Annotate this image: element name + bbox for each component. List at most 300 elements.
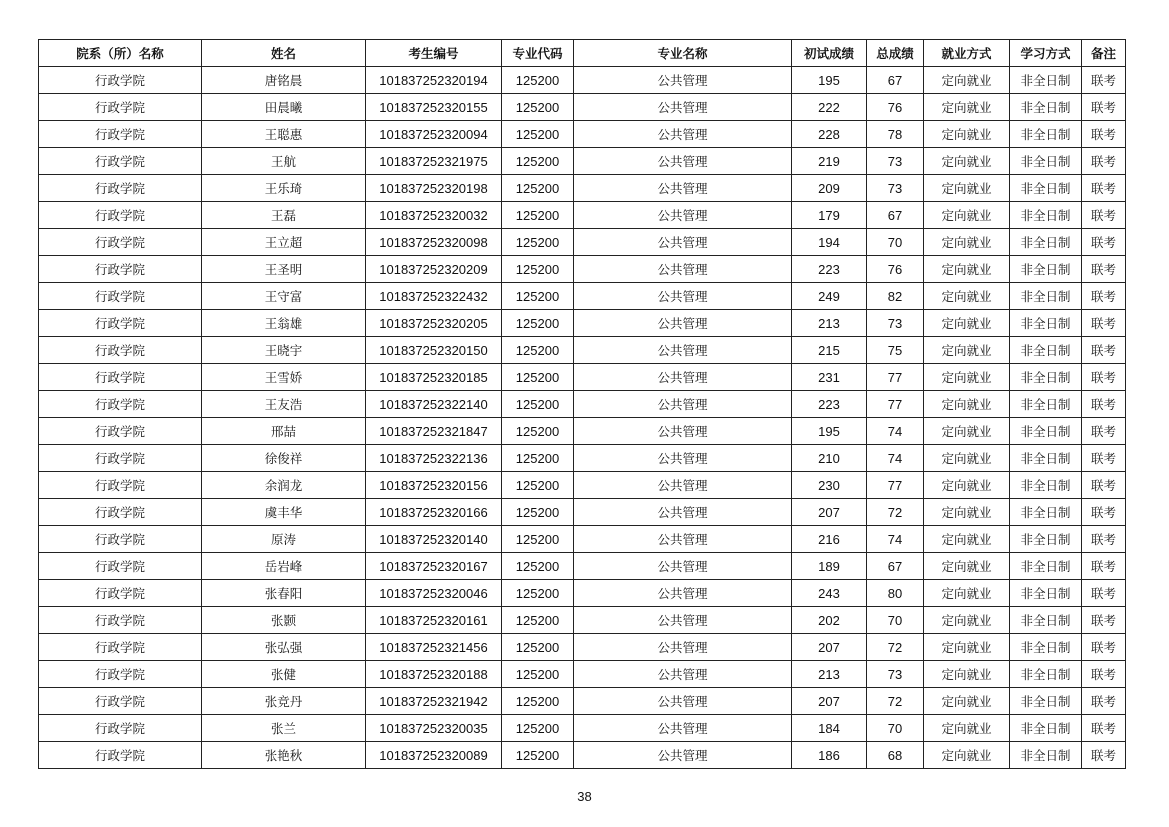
cell-name: 徐俊祥: [202, 445, 366, 472]
cell-total-score: 68: [867, 742, 924, 769]
cell-major-name: 公共管理: [574, 634, 792, 661]
header-major-name: 专业名称: [574, 40, 792, 67]
cell-study-mode: 非全日制: [1010, 553, 1082, 580]
cell-name: 王守富: [202, 283, 366, 310]
cell-employment-type: 定向就业: [924, 553, 1010, 580]
cell-candidate-id: 101837252320205: [366, 310, 502, 337]
cell-study-mode: 非全日制: [1010, 94, 1082, 121]
table-row: [39, 688, 1126, 715]
cell-remarks: 联考: [1082, 364, 1126, 391]
cell-major-code: 125200: [502, 580, 574, 607]
cell-study-mode: 非全日制: [1010, 364, 1082, 391]
cell-study-mode: 非全日制: [1010, 337, 1082, 364]
cell-total-score: 80: [867, 580, 924, 607]
table-row: [39, 148, 1126, 175]
table-row: [39, 310, 1126, 337]
cell-major-code: 125200: [502, 391, 574, 418]
cell-study-mode: 非全日制: [1010, 256, 1082, 283]
cell-employment-type: 定向就业: [924, 229, 1010, 256]
cell-total-score: 74: [867, 526, 924, 553]
cell-major-name: 公共管理: [574, 715, 792, 742]
cell-major-code: 125200: [502, 742, 574, 769]
cell-major-name: 公共管理: [574, 607, 792, 634]
cell-major-name: 公共管理: [574, 526, 792, 553]
cell-major-code: 125200: [502, 634, 574, 661]
cell-department: 行政学院: [39, 229, 202, 256]
header-study-mode: 学习方式: [1010, 40, 1082, 67]
cell-department: 行政学院: [39, 256, 202, 283]
cell-candidate-id: 101837252320161: [366, 607, 502, 634]
cell-total-score: 67: [867, 67, 924, 94]
cell-remarks: 联考: [1082, 580, 1126, 607]
header-major-code: 专业代码: [502, 40, 574, 67]
table-row: [39, 526, 1126, 553]
cell-name: 张颢: [202, 607, 366, 634]
cell-employment-type: 定向就业: [924, 121, 1010, 148]
cell-major-code: 125200: [502, 202, 574, 229]
cell-remarks: 联考: [1082, 229, 1126, 256]
cell-major-name: 公共管理: [574, 337, 792, 364]
cell-initial-score: 213: [792, 310, 867, 337]
cell-candidate-id: 101837252320032: [366, 202, 502, 229]
cell-candidate-id: 101837252322432: [366, 283, 502, 310]
cell-major-code: 125200: [502, 499, 574, 526]
cell-name: 虞丰华: [202, 499, 366, 526]
cell-study-mode: 非全日制: [1010, 391, 1082, 418]
cell-department: 行政学院: [39, 391, 202, 418]
cell-initial-score: 210: [792, 445, 867, 472]
cell-major-name: 公共管理: [574, 121, 792, 148]
table-row: [39, 553, 1126, 580]
header-initial-score: 初试成绩: [792, 40, 867, 67]
cell-total-score: 75: [867, 337, 924, 364]
table-row: [39, 715, 1126, 742]
cell-initial-score: 222: [792, 94, 867, 121]
table-row: [39, 391, 1126, 418]
cell-major-code: 125200: [502, 445, 574, 472]
cell-employment-type: 定向就业: [924, 310, 1010, 337]
cell-candidate-id: 101837252321456: [366, 634, 502, 661]
cell-remarks: 联考: [1082, 391, 1126, 418]
table-row: [39, 337, 1126, 364]
cell-department: 行政学院: [39, 445, 202, 472]
cell-initial-score: 209: [792, 175, 867, 202]
header-employment-type: 就业方式: [924, 40, 1010, 67]
table-row: [39, 121, 1126, 148]
cell-name: 邢喆: [202, 418, 366, 445]
cell-study-mode: 非全日制: [1010, 580, 1082, 607]
cell-employment-type: 定向就业: [924, 175, 1010, 202]
cell-initial-score: 189: [792, 553, 867, 580]
cell-initial-score: 179: [792, 202, 867, 229]
header-name: 姓名: [202, 40, 366, 67]
cell-department: 行政学院: [39, 742, 202, 769]
cell-department: 行政学院: [39, 283, 202, 310]
cell-name: 王晓宇: [202, 337, 366, 364]
header-candidate-id: 考生编号: [366, 40, 502, 67]
header-remarks: 备注: [1082, 40, 1126, 67]
cell-total-score: 70: [867, 229, 924, 256]
table-row: [39, 94, 1126, 121]
table-row: [39, 418, 1126, 445]
cell-employment-type: 定向就业: [924, 364, 1010, 391]
table-row: [39, 256, 1126, 283]
cell-major-name: 公共管理: [574, 580, 792, 607]
cell-initial-score: 228: [792, 121, 867, 148]
cell-candidate-id: 101837252320209: [366, 256, 502, 283]
cell-candidate-id: 101837252320155: [366, 94, 502, 121]
cell-study-mode: 非全日制: [1010, 526, 1082, 553]
cell-department: 行政学院: [39, 148, 202, 175]
cell-remarks: 联考: [1082, 202, 1126, 229]
cell-name: 岳岩峰: [202, 553, 366, 580]
cell-remarks: 联考: [1082, 67, 1126, 94]
cell-major-code: 125200: [502, 661, 574, 688]
cell-initial-score: 231: [792, 364, 867, 391]
cell-employment-type: 定向就业: [924, 256, 1010, 283]
cell-candidate-id: 101837252320185: [366, 364, 502, 391]
cell-major-name: 公共管理: [574, 94, 792, 121]
cell-department: 行政学院: [39, 94, 202, 121]
cell-major-code: 125200: [502, 283, 574, 310]
cell-major-code: 125200: [502, 229, 574, 256]
cell-candidate-id: 101837252320150: [366, 337, 502, 364]
cell-name: 王雪娇: [202, 364, 366, 391]
cell-department: 行政学院: [39, 364, 202, 391]
cell-initial-score: 230: [792, 472, 867, 499]
table-row: [39, 364, 1126, 391]
cell-initial-score: 207: [792, 634, 867, 661]
table-row: [39, 283, 1126, 310]
cell-remarks: 联考: [1082, 742, 1126, 769]
cell-major-name: 公共管理: [574, 418, 792, 445]
cell-employment-type: 定向就业: [924, 688, 1010, 715]
cell-initial-score: 213: [792, 661, 867, 688]
cell-department: 行政学院: [39, 526, 202, 553]
cell-initial-score: 194: [792, 229, 867, 256]
cell-department: 行政学院: [39, 310, 202, 337]
cell-study-mode: 非全日制: [1010, 472, 1082, 499]
cell-study-mode: 非全日制: [1010, 202, 1082, 229]
cell-major-name: 公共管理: [574, 553, 792, 580]
table-header: [39, 40, 1126, 67]
cell-major-name: 公共管理: [574, 661, 792, 688]
cell-employment-type: 定向就业: [924, 391, 1010, 418]
cell-employment-type: 定向就业: [924, 607, 1010, 634]
cell-initial-score: 207: [792, 499, 867, 526]
cell-name: 张健: [202, 661, 366, 688]
cell-major-code: 125200: [502, 67, 574, 94]
cell-department: 行政学院: [39, 418, 202, 445]
cell-candidate-id: 101837252320035: [366, 715, 502, 742]
cell-major-name: 公共管理: [574, 472, 792, 499]
cell-study-mode: 非全日制: [1010, 688, 1082, 715]
table-row: [39, 742, 1126, 769]
cell-name: 余润龙: [202, 472, 366, 499]
cell-candidate-id: 101837252321975: [366, 148, 502, 175]
cell-study-mode: 非全日制: [1010, 715, 1082, 742]
cell-total-score: 72: [867, 499, 924, 526]
cell-candidate-id: 101837252320188: [366, 661, 502, 688]
table-row: [39, 580, 1126, 607]
cell-remarks: 联考: [1082, 148, 1126, 175]
cell-major-name: 公共管理: [574, 67, 792, 94]
cell-study-mode: 非全日制: [1010, 67, 1082, 94]
cell-initial-score: 223: [792, 391, 867, 418]
cell-name: 张春阳: [202, 580, 366, 607]
header-row: [39, 40, 1126, 67]
cell-name: 王聪惠: [202, 121, 366, 148]
cell-remarks: 联考: [1082, 553, 1126, 580]
cell-name: 张弘强: [202, 634, 366, 661]
cell-name: 王友浩: [202, 391, 366, 418]
cell-candidate-id: 101837252320166: [366, 499, 502, 526]
cell-initial-score: 215: [792, 337, 867, 364]
cell-department: 行政学院: [39, 580, 202, 607]
cell-candidate-id: 101837252320167: [366, 553, 502, 580]
table-row: [39, 661, 1126, 688]
cell-study-mode: 非全日制: [1010, 445, 1082, 472]
cell-department: 行政学院: [39, 499, 202, 526]
cell-total-score: 73: [867, 175, 924, 202]
cell-major-name: 公共管理: [574, 310, 792, 337]
cell-total-score: 77: [867, 364, 924, 391]
table-row: [39, 202, 1126, 229]
cell-employment-type: 定向就业: [924, 418, 1010, 445]
cell-total-score: 72: [867, 688, 924, 715]
cell-employment-type: 定向就业: [924, 634, 1010, 661]
cell-total-score: 82: [867, 283, 924, 310]
cell-total-score: 78: [867, 121, 924, 148]
cell-major-name: 公共管理: [574, 445, 792, 472]
cell-employment-type: 定向就业: [924, 472, 1010, 499]
cell-study-mode: 非全日制: [1010, 607, 1082, 634]
cell-name: 张竞丹: [202, 688, 366, 715]
cell-remarks: 联考: [1082, 634, 1126, 661]
cell-department: 行政学院: [39, 67, 202, 94]
cell-candidate-id: 101837252320156: [366, 472, 502, 499]
cell-major-code: 125200: [502, 310, 574, 337]
cell-employment-type: 定向就业: [924, 445, 1010, 472]
cell-employment-type: 定向就业: [924, 742, 1010, 769]
cell-major-code: 125200: [502, 553, 574, 580]
cell-remarks: 联考: [1082, 688, 1126, 715]
cell-department: 行政学院: [39, 472, 202, 499]
cell-remarks: 联考: [1082, 94, 1126, 121]
cell-study-mode: 非全日制: [1010, 661, 1082, 688]
table-row: [39, 607, 1126, 634]
cell-study-mode: 非全日制: [1010, 121, 1082, 148]
cell-study-mode: 非全日制: [1010, 418, 1082, 445]
header-total-score: 总成绩: [867, 40, 924, 67]
cell-department: 行政学院: [39, 337, 202, 364]
cell-study-mode: 非全日制: [1010, 742, 1082, 769]
cell-department: 行政学院: [39, 688, 202, 715]
cell-remarks: 联考: [1082, 472, 1126, 499]
cell-employment-type: 定向就业: [924, 202, 1010, 229]
table-row: [39, 499, 1126, 526]
cell-candidate-id: 101837252320194: [366, 67, 502, 94]
cell-major-code: 125200: [502, 364, 574, 391]
table-row: [39, 67, 1126, 94]
cell-candidate-id: 101837252320046: [366, 580, 502, 607]
cell-total-score: 76: [867, 256, 924, 283]
table-row: [39, 229, 1126, 256]
cell-remarks: 联考: [1082, 526, 1126, 553]
cell-department: 行政学院: [39, 715, 202, 742]
cell-major-name: 公共管理: [574, 283, 792, 310]
cell-major-code: 125200: [502, 337, 574, 364]
cell-major-name: 公共管理: [574, 202, 792, 229]
cell-total-score: 73: [867, 310, 924, 337]
cell-study-mode: 非全日制: [1010, 229, 1082, 256]
cell-name: 王立超: [202, 229, 366, 256]
cell-major-code: 125200: [502, 526, 574, 553]
table-row: [39, 445, 1126, 472]
cell-remarks: 联考: [1082, 661, 1126, 688]
cell-employment-type: 定向就业: [924, 526, 1010, 553]
cell-remarks: 联考: [1082, 310, 1126, 337]
cell-initial-score: 207: [792, 688, 867, 715]
cell-name: 张兰: [202, 715, 366, 742]
cell-employment-type: 定向就业: [924, 337, 1010, 364]
cell-remarks: 联考: [1082, 283, 1126, 310]
cell-employment-type: 定向就业: [924, 580, 1010, 607]
cell-major-name: 公共管理: [574, 688, 792, 715]
cell-name: 王磊: [202, 202, 366, 229]
cell-employment-type: 定向就业: [924, 283, 1010, 310]
cell-major-name: 公共管理: [574, 364, 792, 391]
cell-candidate-id: 101837252320140: [366, 526, 502, 553]
cell-total-score: 67: [867, 202, 924, 229]
cell-department: 行政学院: [39, 634, 202, 661]
cell-major-name: 公共管理: [574, 499, 792, 526]
cell-major-code: 125200: [502, 472, 574, 499]
table-row: [39, 472, 1126, 499]
cell-candidate-id: 101837252320089: [366, 742, 502, 769]
cell-major-name: 公共管理: [574, 742, 792, 769]
cell-name: 王航: [202, 148, 366, 175]
cell-remarks: 联考: [1082, 418, 1126, 445]
cell-remarks: 联考: [1082, 445, 1126, 472]
cell-major-code: 125200: [502, 688, 574, 715]
cell-candidate-id: 101837252320094: [366, 121, 502, 148]
cell-study-mode: 非全日制: [1010, 175, 1082, 202]
cell-major-name: 公共管理: [574, 256, 792, 283]
page-number: 38: [577, 789, 592, 804]
cell-major-code: 125200: [502, 256, 574, 283]
cell-department: 行政学院: [39, 121, 202, 148]
cell-name: 王圣明: [202, 256, 366, 283]
cell-total-score: 73: [867, 661, 924, 688]
cell-remarks: 联考: [1082, 175, 1126, 202]
cell-major-name: 公共管理: [574, 148, 792, 175]
header-department: 院系（所）名称: [39, 40, 202, 67]
cell-remarks: 联考: [1082, 715, 1126, 742]
cell-candidate-id: 101837252320098: [366, 229, 502, 256]
cell-department: 行政学院: [39, 175, 202, 202]
cell-name: 张艳秋: [202, 742, 366, 769]
cell-initial-score: 195: [792, 67, 867, 94]
table-row: [39, 634, 1126, 661]
cell-candidate-id: 101837252322140: [366, 391, 502, 418]
cell-initial-score: 184: [792, 715, 867, 742]
cell-initial-score: 219: [792, 148, 867, 175]
cell-candidate-id: 101837252321847: [366, 418, 502, 445]
cell-total-score: 76: [867, 94, 924, 121]
cell-total-score: 70: [867, 715, 924, 742]
cell-employment-type: 定向就业: [924, 148, 1010, 175]
cell-remarks: 联考: [1082, 499, 1126, 526]
cell-remarks: 联考: [1082, 121, 1126, 148]
cell-employment-type: 定向就业: [924, 661, 1010, 688]
cell-initial-score: 223: [792, 256, 867, 283]
cell-department: 行政学院: [39, 607, 202, 634]
cell-total-score: 74: [867, 445, 924, 472]
cell-study-mode: 非全日制: [1010, 310, 1082, 337]
cell-total-score: 72: [867, 634, 924, 661]
cell-employment-type: 定向就业: [924, 67, 1010, 94]
admission-table: [38, 39, 1126, 769]
cell-department: 行政学院: [39, 661, 202, 688]
cell-major-name: 公共管理: [574, 175, 792, 202]
cell-major-code: 125200: [502, 715, 574, 742]
cell-name: 唐铭晨: [202, 67, 366, 94]
cell-name: 王翁雄: [202, 310, 366, 337]
cell-major-name: 公共管理: [574, 229, 792, 256]
cell-remarks: 联考: [1082, 607, 1126, 634]
cell-department: 行政学院: [39, 202, 202, 229]
cell-study-mode: 非全日制: [1010, 283, 1082, 310]
cell-total-score: 77: [867, 472, 924, 499]
cell-employment-type: 定向就业: [924, 715, 1010, 742]
cell-name: 王乐琦: [202, 175, 366, 202]
cell-study-mode: 非全日制: [1010, 634, 1082, 661]
cell-name: 田晨曦: [202, 94, 366, 121]
cell-candidate-id: 101837252320198: [366, 175, 502, 202]
cell-initial-score: 186: [792, 742, 867, 769]
cell-major-code: 125200: [502, 148, 574, 175]
cell-candidate-id: 101837252321942: [366, 688, 502, 715]
table-body: [39, 67, 1126, 769]
cell-major-code: 125200: [502, 175, 574, 202]
cell-remarks: 联考: [1082, 337, 1126, 364]
cell-remarks: 联考: [1082, 256, 1126, 283]
cell-major-name: 公共管理: [574, 391, 792, 418]
cell-total-score: 74: [867, 418, 924, 445]
cell-major-code: 125200: [502, 418, 574, 445]
cell-name: 原涛: [202, 526, 366, 553]
cell-total-score: 67: [867, 553, 924, 580]
cell-initial-score: 249: [792, 283, 867, 310]
cell-study-mode: 非全日制: [1010, 499, 1082, 526]
cell-study-mode: 非全日制: [1010, 148, 1082, 175]
cell-initial-score: 202: [792, 607, 867, 634]
cell-initial-score: 195: [792, 418, 867, 445]
table-row: [39, 175, 1126, 202]
cell-employment-type: 定向就业: [924, 499, 1010, 526]
cell-total-score: 70: [867, 607, 924, 634]
cell-total-score: 77: [867, 391, 924, 418]
cell-candidate-id: 101837252322136: [366, 445, 502, 472]
cell-initial-score: 216: [792, 526, 867, 553]
cell-major-code: 125200: [502, 94, 574, 121]
cell-major-code: 125200: [502, 121, 574, 148]
cell-department: 行政学院: [39, 553, 202, 580]
cell-employment-type: 定向就业: [924, 94, 1010, 121]
cell-major-code: 125200: [502, 607, 574, 634]
cell-initial-score: 243: [792, 580, 867, 607]
